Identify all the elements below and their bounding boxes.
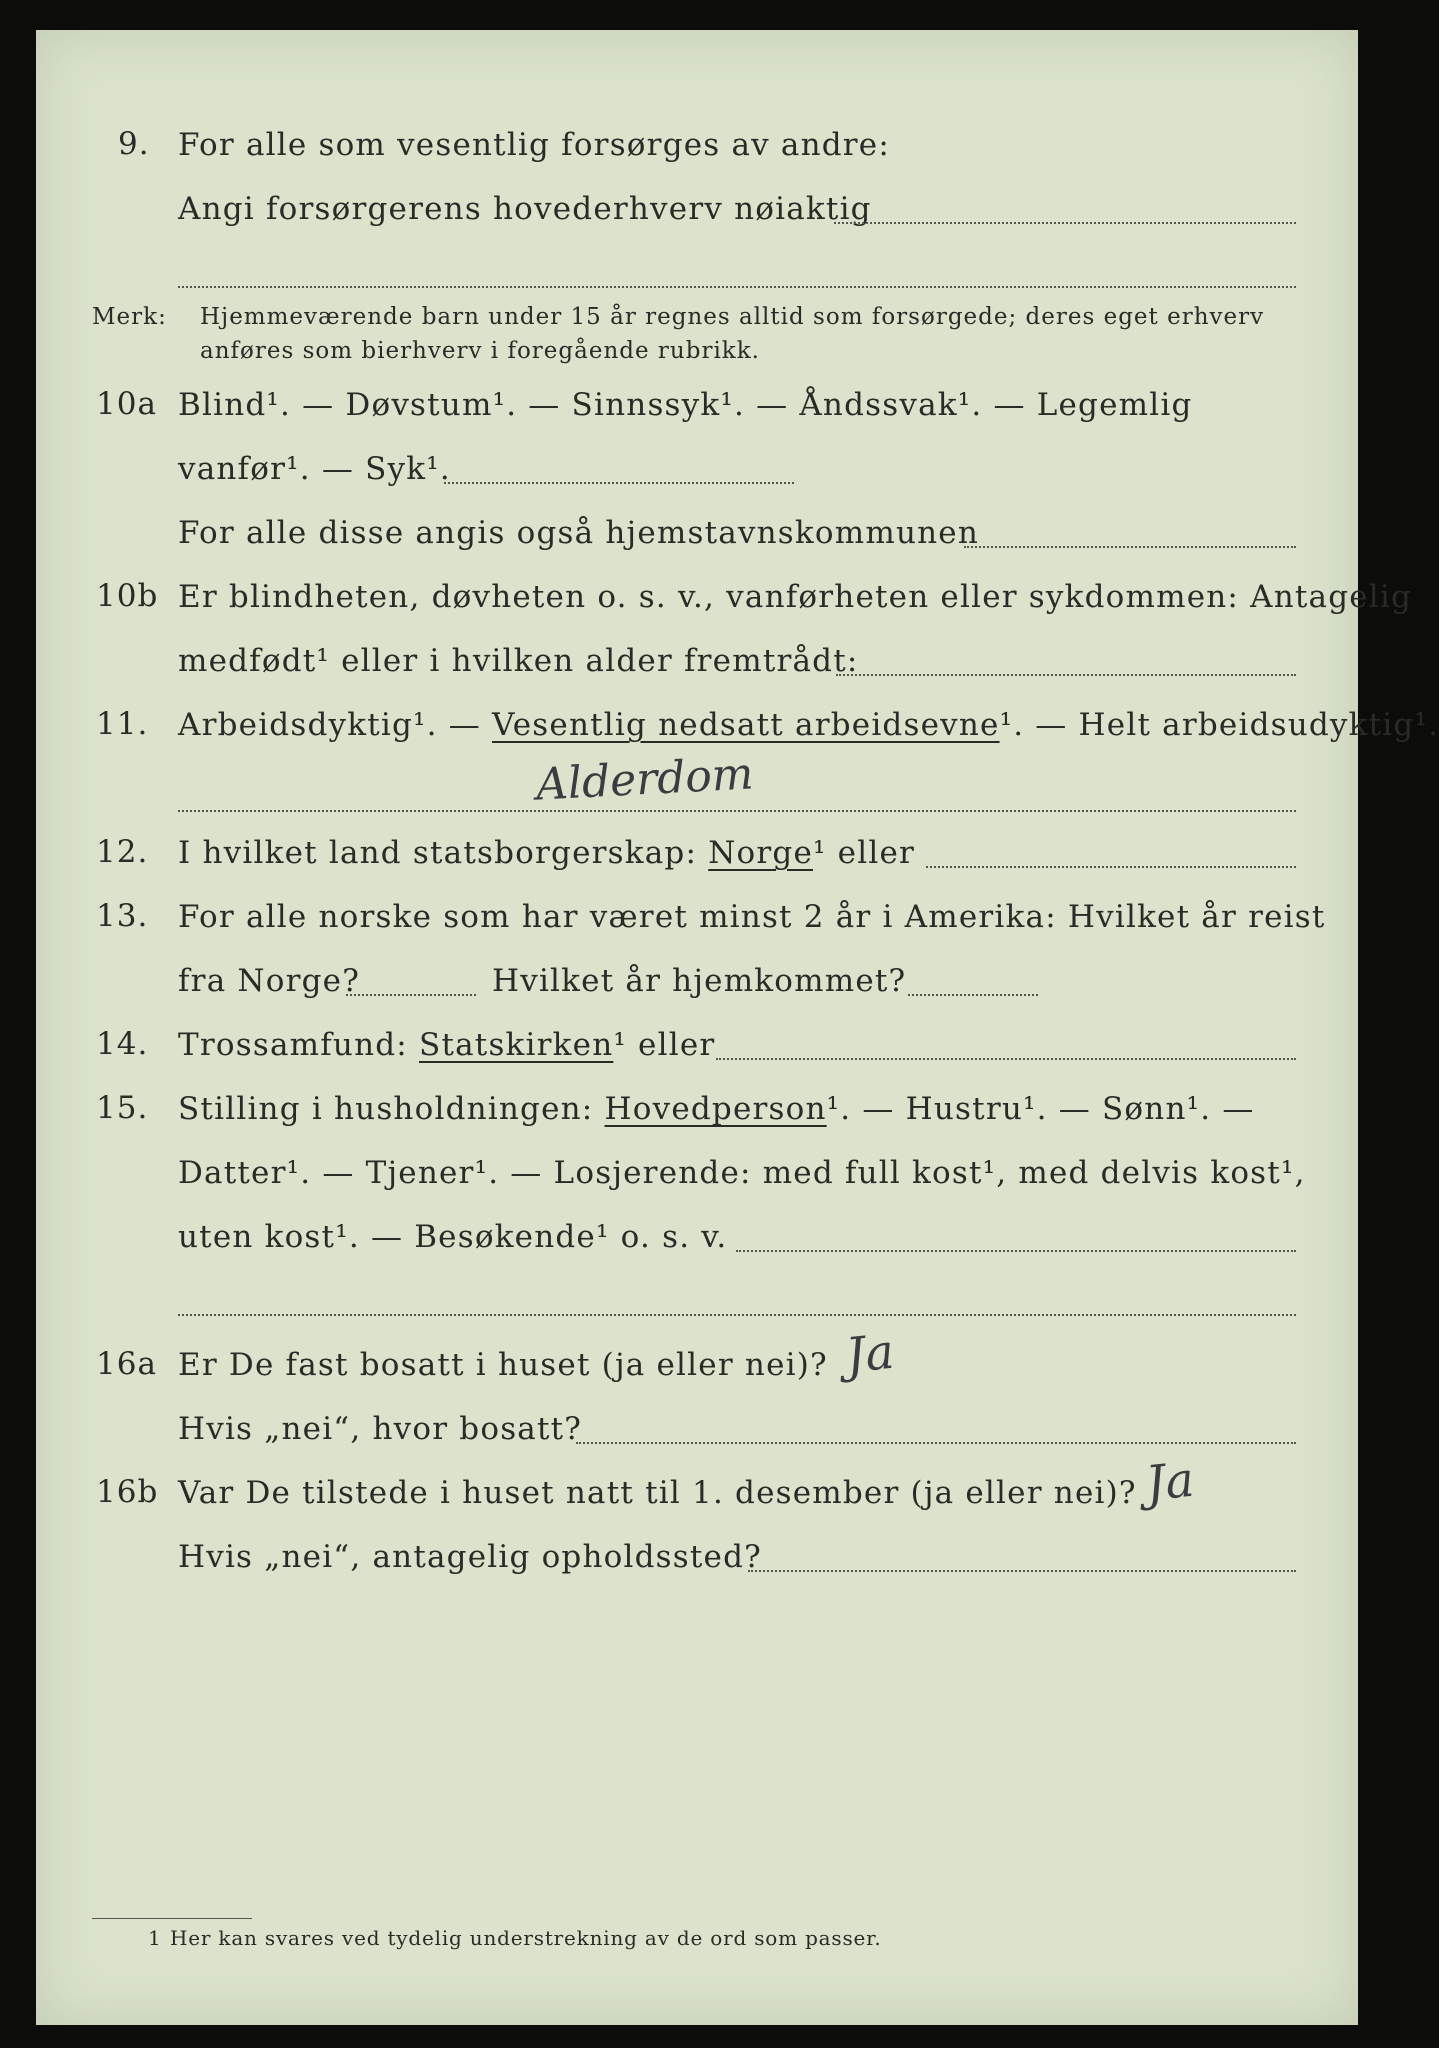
q13-line1: For alle norske som har været minst 2 år i Amerika: Hvilket år reist <box>178 899 1326 935</box>
q16a-handwritten-answer: Ja <box>843 1323 897 1385</box>
q14-post: ¹ eller <box>613 1027 716 1063</box>
q9-answer-line-2 <box>178 286 1296 288</box>
footnote-mark: 1 <box>148 1926 162 1950</box>
q10a-number: 10a <box>96 386 157 422</box>
q15-answer-line <box>736 1250 1296 1252</box>
q11-answer-line <box>178 810 1296 812</box>
q15-post: ¹. — Hustru¹. — Sønn¹. — <box>826 1091 1255 1127</box>
q10a-line3: For alle disse angis også hjemstavnskommunen <box>178 515 979 551</box>
q16a-answer-line <box>576 1442 1296 1444</box>
q15-line3: uten kost¹. — Besøkende¹ o. s. v. <box>178 1219 728 1255</box>
q11-handwritten-answer: Alderdom <box>534 748 755 811</box>
census-form-page <box>36 30 1439 2025</box>
q10a-line1: Blind¹. — Døvstum¹. — Sinnssyk¹. — Åndssvak¹. — Legemlig <box>178 387 1193 423</box>
q12-post: ¹ eller <box>813 835 916 871</box>
q9-number: 9. <box>118 126 150 162</box>
q13-line2a: fra Norge? <box>178 963 361 999</box>
q16a-number: 16a <box>96 1346 157 1382</box>
q12-number: 12. <box>96 834 149 870</box>
q15-number: 15. <box>96 1090 149 1126</box>
merk-label: Merk: <box>92 304 167 330</box>
q11-number: 11. <box>96 706 149 742</box>
q9-line1: For alle som vesentlig forsørges av andre: <box>178 127 890 163</box>
q10b-line1: Er blindheten, døvheten o. s. v., vanførheten eller sykdommen: Antagelig <box>178 579 1413 615</box>
q16b-number: 16b <box>96 1474 159 1510</box>
q16a-line2: Hvis „nei“, hvor bosatt? <box>178 1411 583 1447</box>
q9-line2: Angi forsørgerens hovederhverv nøiaktig <box>178 191 872 227</box>
q10b-number: 10b <box>96 578 159 614</box>
q15-line1 <box>178 1090 1255 1128</box>
q10b-answer-line <box>836 674 1296 676</box>
q10a-home-line <box>964 546 1296 548</box>
merk-line1: Hjemmeværende barn under 15 år regnes alltid som forsørgede; deres eget erhverv <box>200 304 1265 330</box>
q13-number: 13. <box>96 898 149 934</box>
q10a-line2: vanfør¹. — Syk¹. <box>178 451 451 487</box>
q15-line2: Datter¹. — Tjener¹. — Losjerende: med full kost¹, med delvis kost¹, <box>178 1155 1306 1191</box>
q13-reist-line <box>346 994 476 996</box>
q16b-handwritten-answer: Ja <box>1143 1451 1197 1513</box>
q11-pre: Arbeidsdyktig¹. — <box>178 707 493 743</box>
q12-answer-line <box>926 866 1296 868</box>
q11-post: ¹. — Helt arbeidsudyktig¹. <box>999 707 1439 743</box>
q15-answer-line-2 <box>178 1314 1296 1316</box>
q13-line2b: Hvilket år hjemkommet? <box>492 963 907 999</box>
q16a-line1: Er De fast bosatt i huset (ja eller nei)? <box>178 1347 828 1383</box>
q11-underlined-option: Vesentlig nedsatt arbeidsevne <box>492 707 1000 743</box>
q14-line <box>178 1026 715 1064</box>
q14-number: 14. <box>96 1026 149 1062</box>
footnote-text: Her kan svares ved tydelig understrekning av de ord som passer. <box>170 1926 882 1950</box>
q10b-line2: medfødt¹ eller i hvilken alder fremtrådt: <box>178 643 859 679</box>
q12-pre: I hvilket land statsborgerskap: <box>178 835 709 871</box>
q16b-line1: Var De tilstede i huset natt til 1. desember (ja eller nei)? <box>178 1475 1137 1511</box>
q9-answer-line <box>834 222 1296 224</box>
merk-line2: anføres som bierhverv i foregående rubrikk. <box>200 338 760 364</box>
q14-underlined-option: Statskirken <box>419 1027 614 1063</box>
q13-hjemkommet-line <box>908 994 1038 996</box>
q10a-answer-line <box>444 482 794 484</box>
q12-underlined-option: Norge <box>708 835 813 871</box>
q12-line <box>178 834 915 872</box>
q11-line <box>178 706 1439 744</box>
q15-pre: Stilling i husholdningen: <box>178 1091 605 1127</box>
q14-pre: Trossamfund: <box>178 1027 420 1063</box>
q16b-answer-line <box>748 1570 1296 1572</box>
q14-answer-line <box>716 1058 1296 1060</box>
q15-underlined-option: Hovedperson <box>604 1091 827 1127</box>
q16b-line2: Hvis „nei“, antagelig opholdssted? <box>178 1539 762 1575</box>
footnote-rule <box>92 1918 252 1919</box>
